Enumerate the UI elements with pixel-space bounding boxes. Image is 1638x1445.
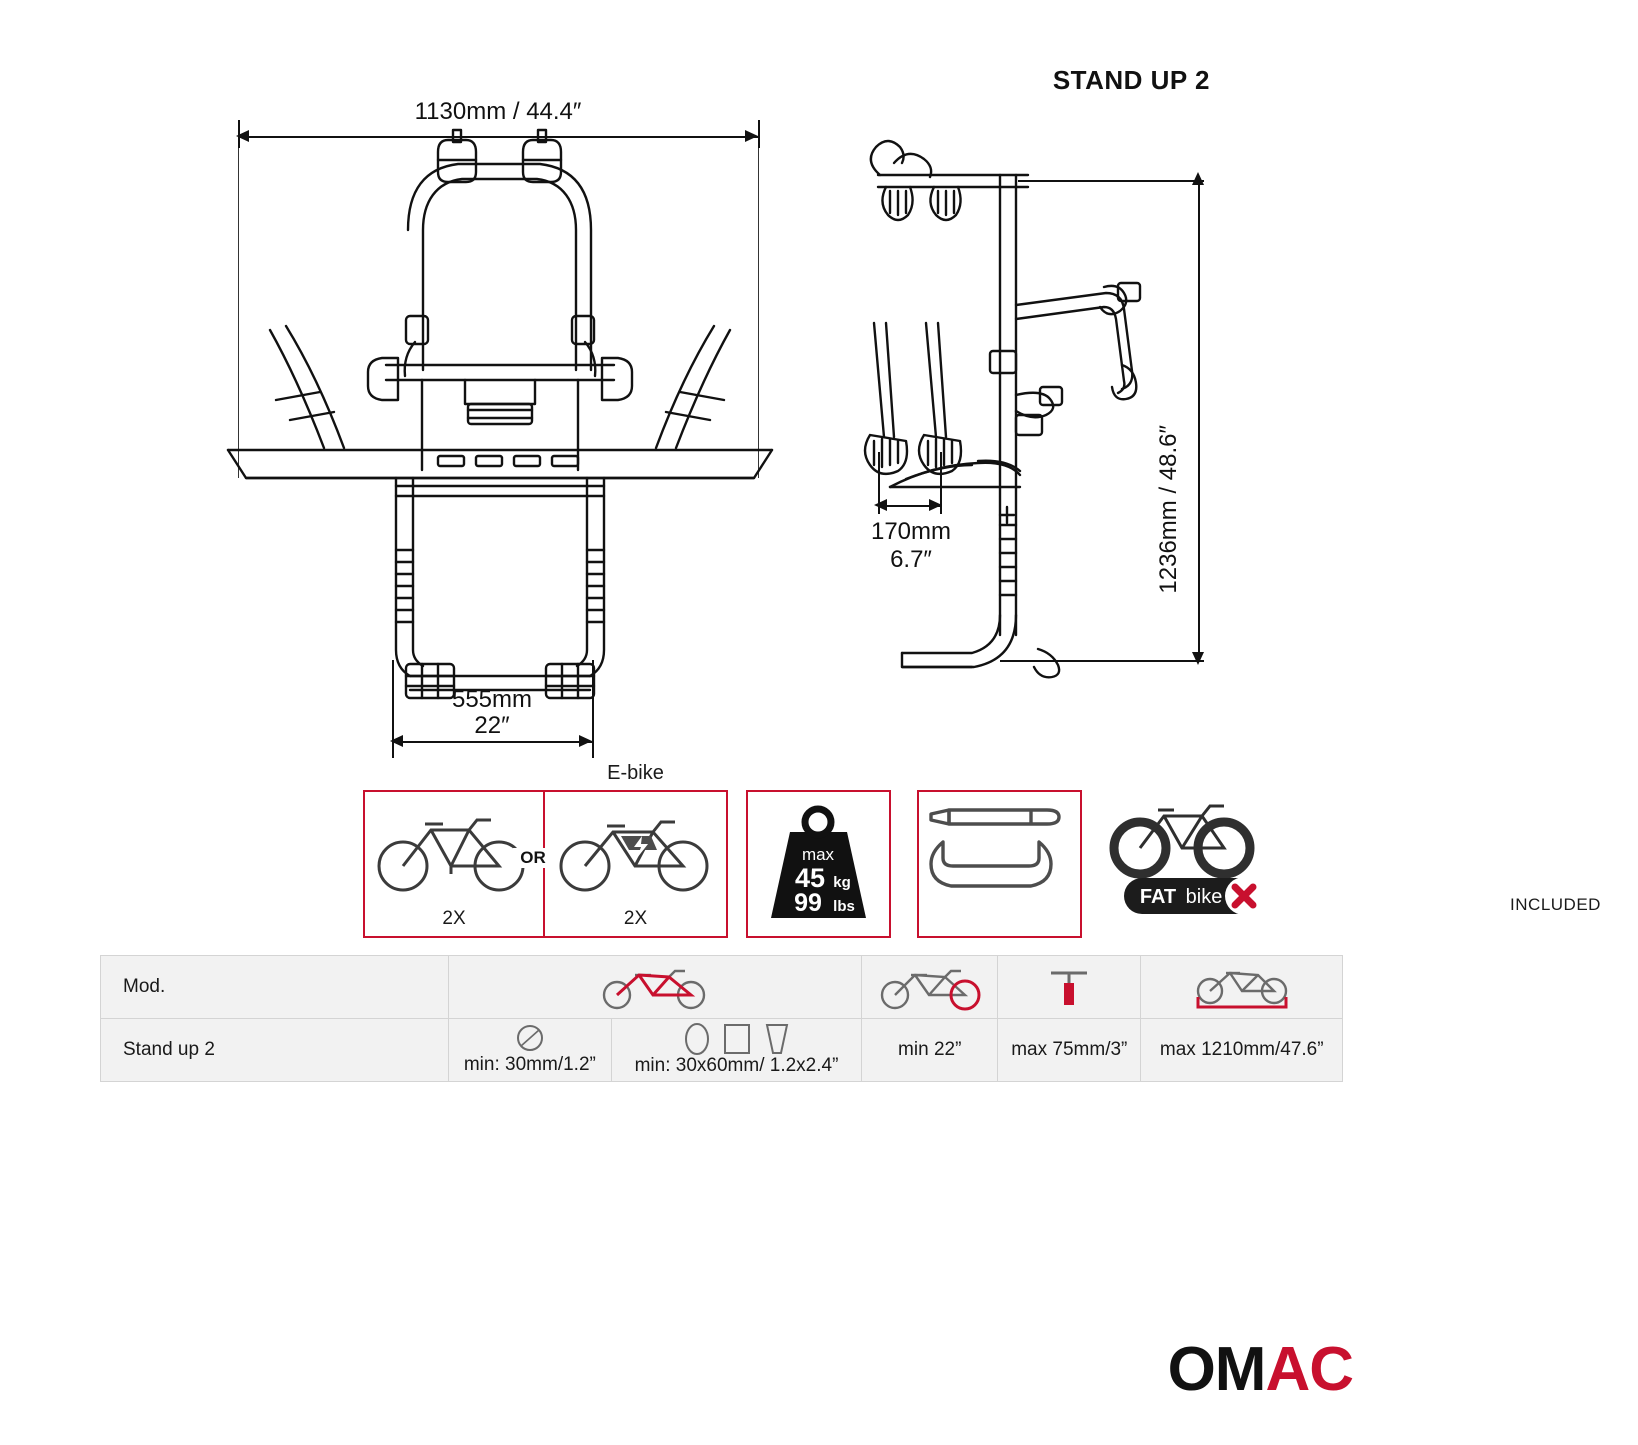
- dimension-arm-spacing-label-1: 170mm: [870, 518, 952, 545]
- dimension-bottom-width-label-1: 555mm: [451, 686, 533, 713]
- spec-table: [100, 955, 1343, 1082]
- table-header-row: [101, 956, 1343, 1019]
- feature-ebike-box: [543, 790, 728, 938]
- feature-bike-qty: 2X: [442, 908, 466, 929]
- logo-om: OM: [1167, 1335, 1266, 1404]
- table-header-icon-length: [1141, 956, 1343, 1019]
- table-cell-tube-shapes: [611, 1019, 862, 1082]
- page-title: STAND UP 2: [1052, 65, 1210, 95]
- feature-ebike-label: E-bike: [607, 762, 664, 784]
- brand-logo: [1168, 1334, 1353, 1405]
- table-header-label: Mod.: [101, 956, 449, 1019]
- svg-text:45: 45: [794, 863, 826, 893]
- feature-fatbike-box: [1098, 790, 1278, 938]
- table-cell-seatpost: max 75mm/3”: [998, 1019, 1141, 1082]
- dimension-bottom-width-label-2: 22″: [474, 712, 510, 739]
- feature-or-label: OR: [513, 848, 553, 868]
- table-header-icon-wheel: [862, 956, 998, 1019]
- table-cell-length: max 1210mm/47.6”: [1141, 1019, 1343, 1082]
- feature-included-label: INCLUDED: [1510, 895, 1601, 914]
- svg-text:FAT: FAT: [1139, 886, 1177, 908]
- table-row-label: Stand up 2: [101, 1019, 449, 1082]
- table-header-icon-frame: [449, 956, 862, 1019]
- feature-weight-box: [746, 790, 891, 938]
- table-cell-tube-diameter: [449, 1019, 612, 1082]
- dimension-top-width-label: 1130mm / 44.4″: [414, 98, 582, 125]
- table-data-row: [101, 1019, 1343, 1082]
- dimension-arm-spacing-label-2: 6.7″: [890, 546, 932, 573]
- table-value-1: min: 30x60mm/ 1.2x2.4”: [634, 1055, 839, 1076]
- table-header-icon-seatpost: [998, 956, 1141, 1019]
- dimension-height-label: 1236mm / 48.6″: [1155, 425, 1182, 594]
- table-cell-wheel-size: min 22”: [862, 1019, 998, 1082]
- svg-text:kg: kg: [833, 874, 851, 891]
- table-value-0: min: 30mm/1.2”: [463, 1054, 596, 1075]
- svg-text:lbs: lbs: [833, 898, 855, 915]
- logo-ac: AC: [1265, 1335, 1353, 1404]
- svg-text:bike: bike: [1185, 886, 1223, 908]
- svg-text:max: max: [801, 845, 835, 864]
- svg-text:99: 99: [794, 889, 822, 917]
- feature-ebike-qty: 2X: [623, 908, 648, 929]
